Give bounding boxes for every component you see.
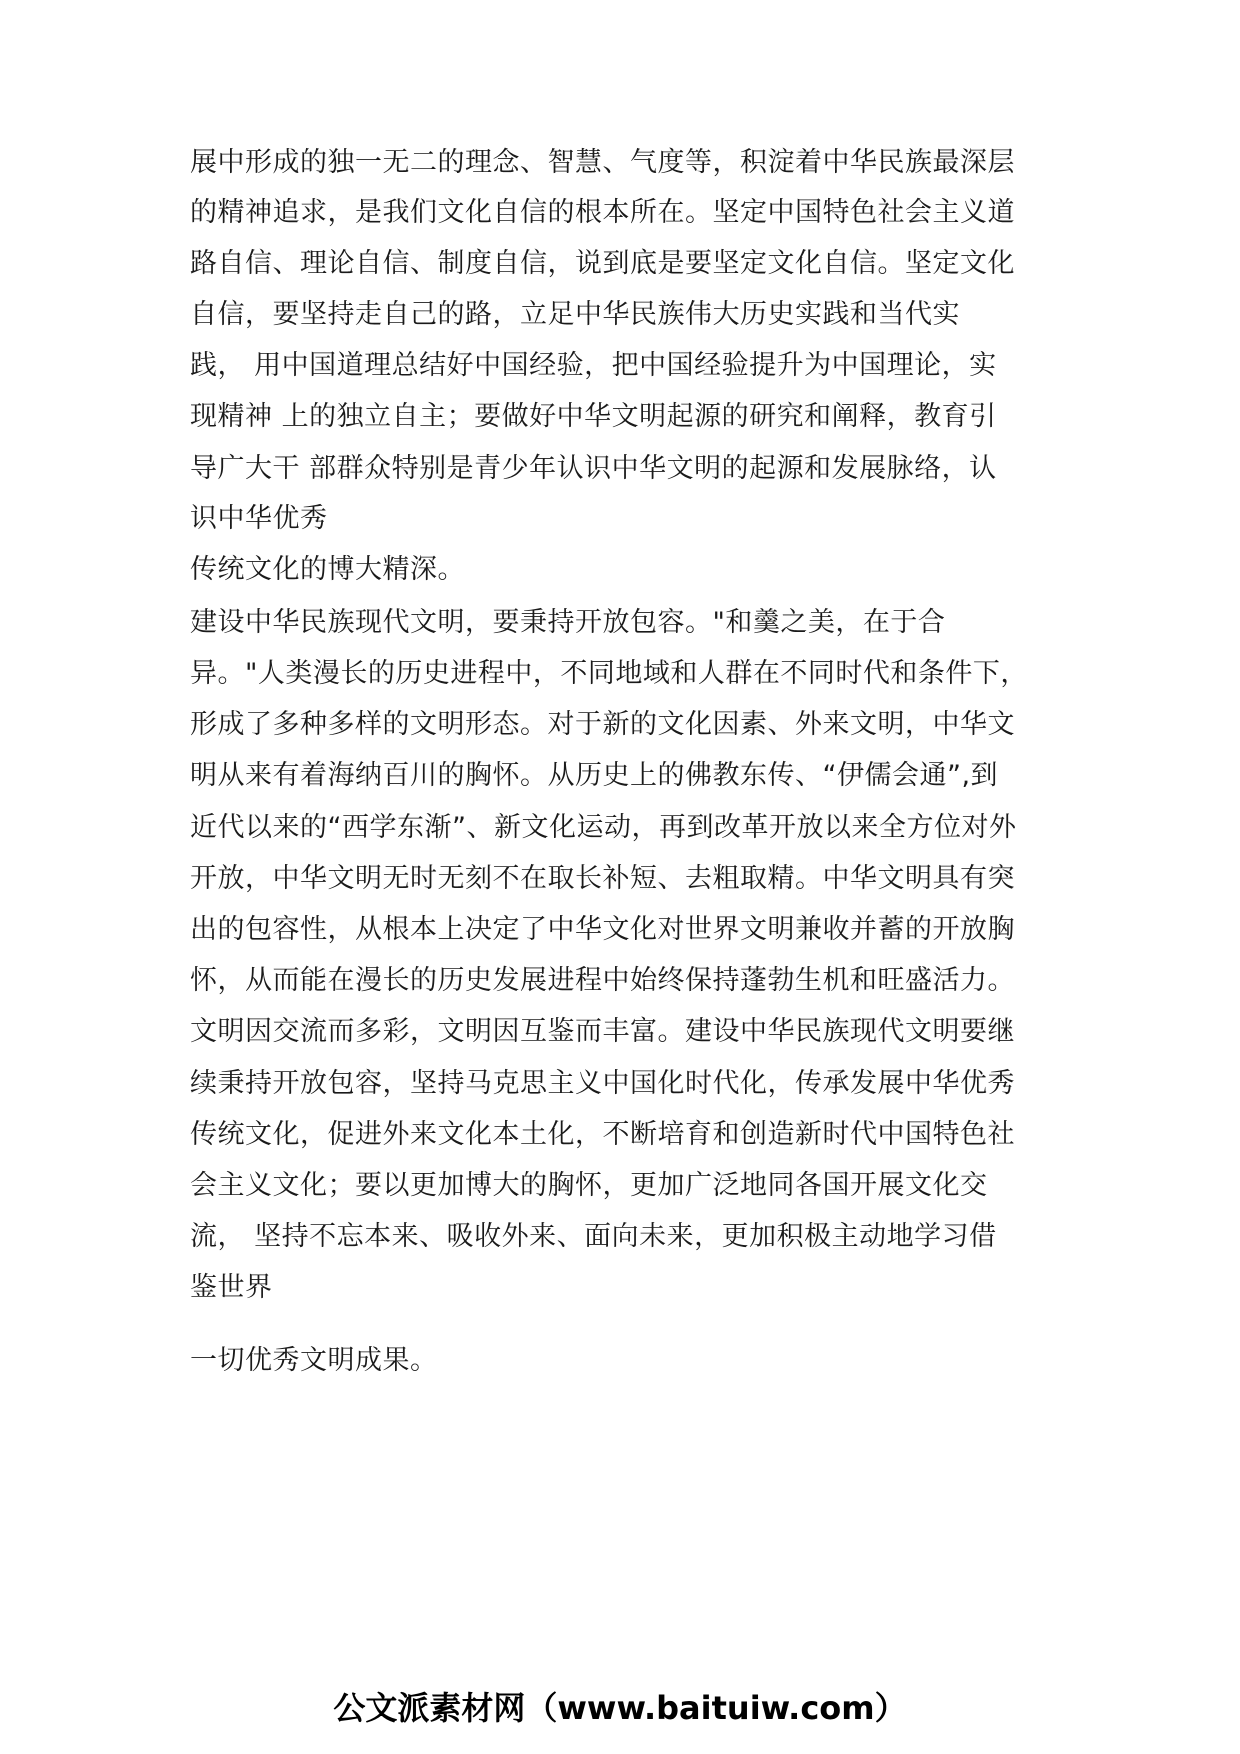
text-line: 识中华优秀	[190, 503, 328, 534]
text-line: 现精神 上的独立自主；要做好中华文明起源的研究和阐释，教育引	[190, 401, 997, 432]
page-footer: 公文派素材网（www.baituiw.com）	[333, 1689, 907, 1727]
text-line: 建设中华民族现代文明，要秉持开放包容。"和羹之美，在于合	[190, 607, 946, 638]
text-line: 流， 坚持不忘本来、吸收外来、面向未来，更加积极主动地学习借	[190, 1221, 997, 1252]
text-line: 近代以来的“西学东渐”、新文化运动，再到改革开放以来全方位对外	[190, 812, 1017, 843]
text-line: 出的包容性，从根本上决定了中华文化对世界文明兼收并蓄的开放胸	[190, 914, 1015, 945]
text-line: 会主义文化；要以更加博大的胸怀，更加广泛地同各国开展文化交	[190, 1170, 988, 1201]
text-line: 的精神追求，是我们文化自信的根本所在。坚定中国特色社会主义道	[190, 197, 1015, 228]
text-line: 一切优秀文明成果。	[190, 1345, 438, 1376]
text-line: 自信，要坚持走自己的路，立足中华民族伟大历史实践和当代实	[190, 299, 960, 330]
text-line: 异。"人类漫长的历史进程中，不同地域和人群在不同时代和条件下，	[190, 658, 1028, 689]
text-line: 续秉持开放包容，坚持马克思主义中国化时代化，传承发展中华优秀	[190, 1068, 1015, 1099]
text-line: 路自信、理论自信、制度自信，说到底是要坚定文化自信。坚定文化	[190, 248, 1015, 279]
text-line: 导广大干 部群众特别是青少年认识中华文明的起源和发展脉络，认	[190, 453, 997, 484]
text-line: 鉴世界	[190, 1272, 273, 1303]
text-line: 践， 用中国道理总结好中国经验，把中国经验提升为中国理论，实	[190, 350, 997, 381]
text-line: 明从来有着海纳百川的胸怀。从历史上的佛教东传、“伊儒会通”,到	[190, 760, 999, 791]
text-line: 文明因交流而多彩，文明因互鉴而丰富。建设中华民族现代文明要继	[190, 1016, 1015, 1047]
text-line: 怀，从而能在漫长的历史发展进程中始终保持蓬勃生机和旺盛活力。	[190, 965, 1015, 996]
text-line: 传统文化的博大精深。	[190, 554, 465, 585]
text-line: 开放，中华文明无时无刻不在取长补短、去粗取精。中华文明具有突	[190, 863, 1015, 894]
text-line: 展中形成的独一无二的理念、智慧、气度等，积淀着中华民族最深层	[190, 147, 1015, 178]
text-line: 传统文化，促进外来文化本土化，不断培育和创造新时代中国特色社	[190, 1119, 1015, 1150]
text-line: 形成了多种多样的文明形态。对于新的文化因素、外来文明，中华文	[190, 709, 1015, 740]
